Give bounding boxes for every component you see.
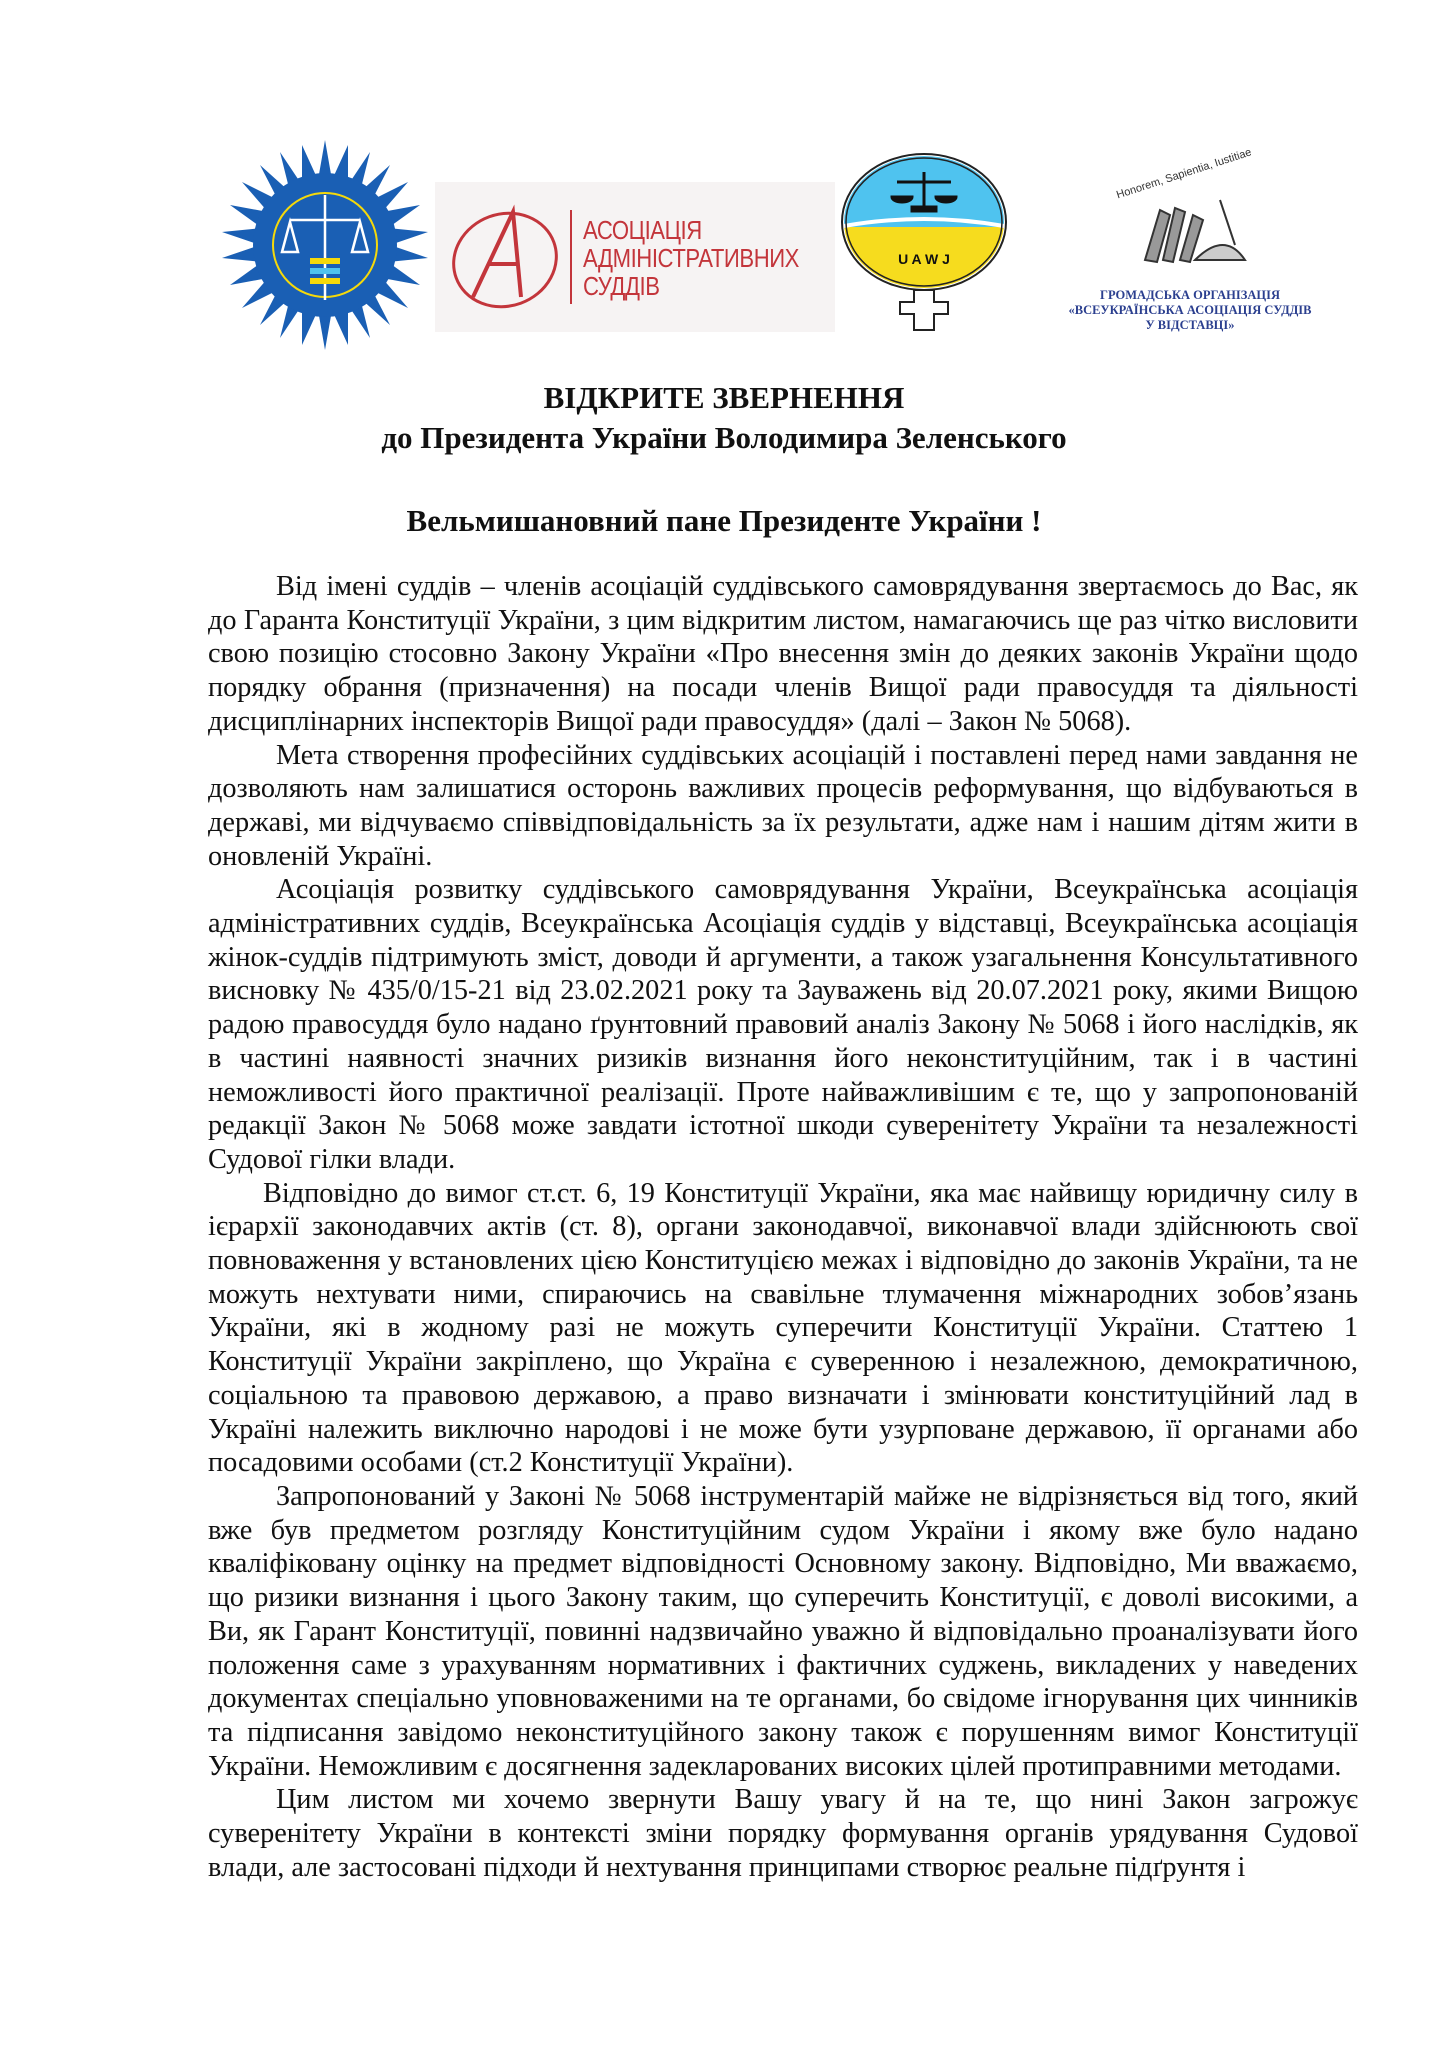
document-subtitle: до Президента України Володимира Зеленського [381,420,1067,455]
venus-scales-icon [832,152,1017,342]
logo-divider [570,210,572,304]
svg-text:U A W J: U A W J [898,251,950,267]
letter-a-icon [443,202,563,312]
paragraph: Цим листом ми хочемо звернути Вашу увагу й на те, що нині Закон загрожує суверенітету України в контексті зміни порядку формування органів урядування Судової влади, але застосовані підходи й нехтування принципами створює реальне підґрунтя і [208,1784,1358,1883]
administrative-judges-association-logo [435,182,835,332]
document-title: ВІДКРИТЕ ЗВЕРНЕННЯ [543,380,905,415]
letter-body [208,570,1358,1884]
paragraph: Мета створення професійних суддівських асоціацій і поставлені перед нами завдання не дозволяють нам залишатися осторонь важливих процесів реформування, що відбуваються в державі, ми відчуваємо співвідповідальність за їх результати, адже нам і нашим дітям жити в оновленій Україні. [208,739,1358,872]
logo-motto: Honorem, Sapientia, Iustitiae [1115,146,1254,202]
seal-icon [220,140,430,350]
paragraph: Відповідно до вимог ст.ст. 6, 19 Конституції України, яка має найвищу юридичну силу в ієрархії законодавчих актів (ст. 8), органи законодавчої, виконавчої влади здійснюють свої повноваження у встановлених цією Конституцією межах і відповідно до законів України, та не можуть нехтувати ними, спираючись на свавільне тлумачення міжнародних зобов’язань України, які в жодному разі не можуть суперечити Конституції України. Статтею 1 Конституції України закріплено, що Україна є суверенною і незалежною, демократичною, соціальною та правовою державою, а право визначати і змінювати конституційний лад в Україні належить виключно народові і не може бути узурповане державою, її органами або посадовими особами (ст.2 Конституції України). [208,1177,1358,1479]
salutation: Вельмишановний пане Президенте України ! [406,503,1042,538]
logo-text: АСОЦІАЦІЯ АДМІНІСТРАТИВНИХ СУДДІВ [583,215,800,301]
paragraph: Від імені суддів – членів асоціацій суддівського самоврядування звертаємось до Вас, як до Гаранта Конституції України, з цим відкритим листом, намагаючись ще раз чітко висловити свою позицію стосовно Закону України «Про внесення змін до деяких законів України щодо порядку обрання (призначення) на посади членів Вищої ради правосуддя та діяльності дисциплінарних інспекторів Вищої ради правосуддя» (далі – Закон № 5068). [208,571,1358,737]
paragraph: Асоціація розвитку суддівського самоврядування України, Всеукраїнська асоціація адміністративних суддів, Всеукраїнська Асоціація суддів у відставці, Всеукраїнська асоціація жінок-суддів підтримують зміст, доводи й аргументи, а також узагальнення Консультативного висновку № 435/0/15-21 від 23.02.2021 року та Зауважень від 20.07.2021 року, якими Вищою радою правосуддя було надано ґрунтовний правовий аналіз Закону № 5068 і його наслідків, як в частині наявності значних ризиків визнання його неконституційним, так і в частині неможливості його практичної реалізації. Проте найважливішим є те, що у запропонованій редакції Закон № 5068 може завдати істотної шкоди суверенітету України та незалежності Судової гілки влади. [208,874,1358,1175]
retired-judges-association-logo [1040,146,1340,340]
logos-row [220,140,1330,350]
books-icon [1135,190,1255,270]
logo-org-name: ГРОМАДСЬКА ОРГАНІЗАЦІЯ «ВСЕУКРАЇНСЬКА АСОЦІАЦІЯ СУДДІВ У ВІДСТАВЦІ» [1068,288,1312,332]
paragraph: Запропонований у Законі № 5068 інструментарій майже не відрізняється від того, який вже був предметом розгляду Конституційним судом України і якому вже було надано кваліфіковану оцінку на предмет відповідності Основному закону. Відповідно, Ми вважаємо, що ризики визнання і цього Закону таким, що суперечить Конституції, є доволі високими, а Ви, як Гарант Конституції, повинні надзвичайно уважно й відповідально проаналізувати його положення саме з урахуванням нормативних і фактичних суджень, викладених у наведених документах спеціально уповноваженими на те органами, бо свідоме ігнорування цих чинників та підписання завідомо неконституційного закону також є порушенням вимог Конституції України. Неможливим є досягнення задекларованих високих цілей протиправними методами. [208,1480,1358,1782]
women-judges-association-logo [832,152,1017,342]
judicial-self-government-association-logo [220,140,430,350]
